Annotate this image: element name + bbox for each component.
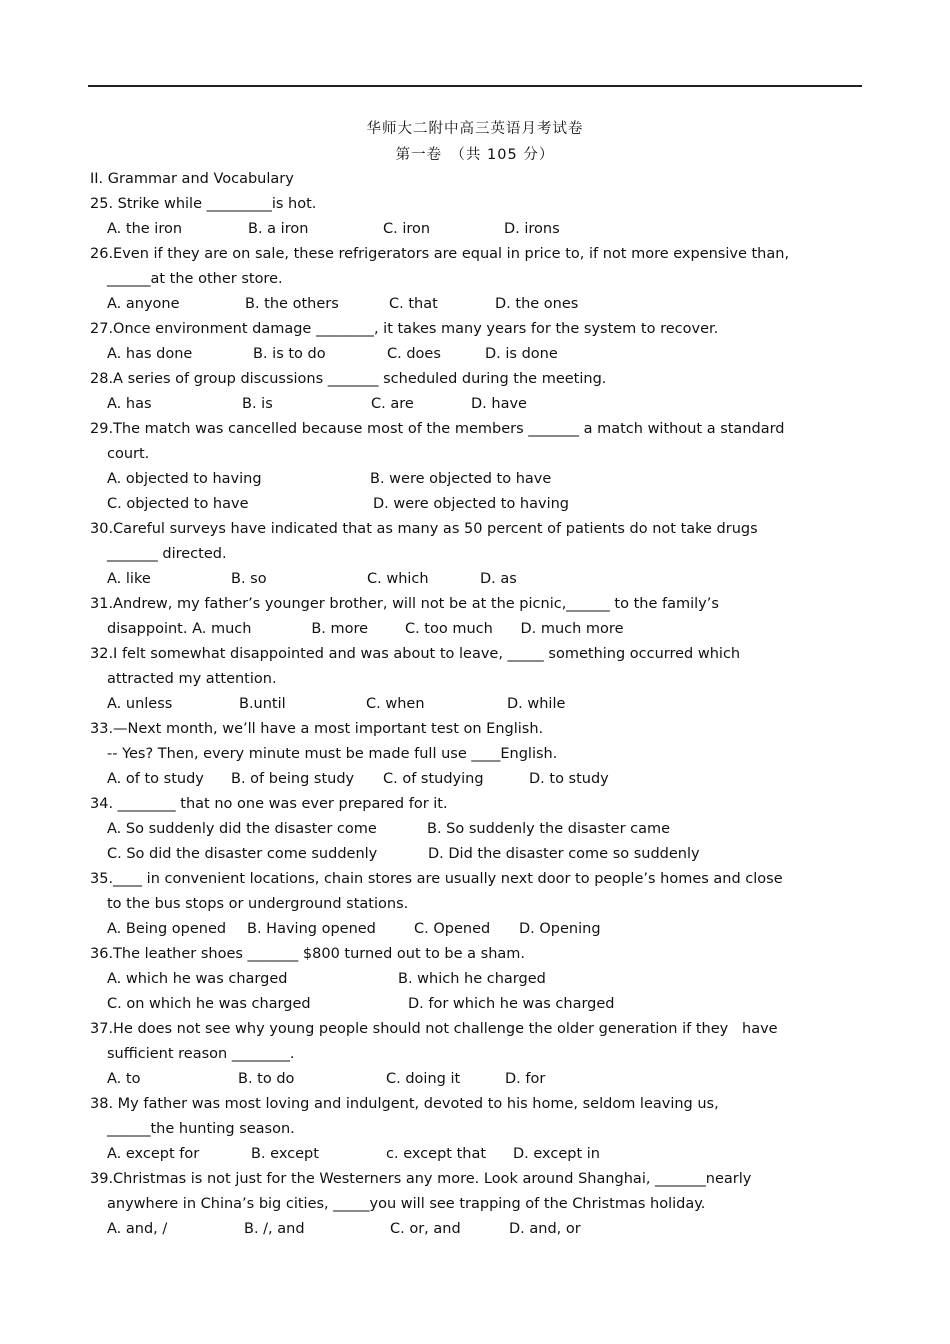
question-stem: 35.____ in convenient locations, chain stores are usually next door to people’s homes and close	[90, 871, 783, 887]
top-rule	[88, 85, 862, 87]
answer-option[interactable]: D. for which he was charged	[408, 996, 615, 1012]
answer-option[interactable]: D. Opening	[519, 921, 601, 937]
answer-option[interactable]: B. of being study	[231, 771, 355, 787]
answer-option[interactable]: A. unless	[107, 696, 173, 712]
question-stem-continued: attracted my attention.	[107, 671, 277, 687]
question-item	[90, 717, 830, 792]
answer-option[interactable]: C. that	[389, 296, 438, 312]
answer-option[interactable]: D. the ones	[495, 296, 579, 312]
question-item	[90, 192, 830, 242]
answer-option[interactable]: C. So did the disaster come suddenly	[107, 846, 378, 862]
question-item	[90, 1092, 830, 1167]
answer-option[interactable]: B. were objected to have	[370, 471, 552, 487]
question-item	[90, 1017, 830, 1092]
question-stem-continued: sufficient reason ________.	[107, 1046, 295, 1062]
answer-option[interactable]: A. and, /	[107, 1221, 168, 1237]
answer-option[interactable]: B. So suddenly the disaster came	[427, 821, 671, 837]
answer-option[interactable]: c. except that	[386, 1146, 487, 1162]
options-row	[90, 567, 830, 592]
answer-option[interactable]: D. Did the disaster come so suddenly	[428, 846, 700, 862]
question-stem: 36.The leather shoes _______ $800 turned out to be a sham.	[90, 946, 526, 962]
question-item	[90, 1167, 830, 1242]
answer-option[interactable]: D. is done	[485, 346, 558, 362]
question-item	[90, 642, 830, 717]
answer-option[interactable]: B. so	[231, 571, 267, 587]
question-list	[90, 167, 830, 1242]
answer-option[interactable]: C. Opened	[414, 921, 491, 937]
answer-option[interactable]: A. has	[107, 396, 152, 412]
answer-option[interactable]: D. for	[505, 1071, 546, 1087]
answer-option[interactable]: D. and, or	[509, 1221, 581, 1237]
question-stem-continued: disappoint. A. much B. more C. too much D. much more	[107, 621, 624, 637]
options-row	[90, 992, 830, 1017]
question-item	[90, 367, 830, 417]
options-row	[90, 692, 830, 717]
question-stem-continued: _______ directed.	[107, 546, 227, 562]
answer-option[interactable]: B. which he charged	[398, 971, 546, 987]
answer-option[interactable]: C. which	[367, 571, 429, 587]
answer-option[interactable]: A. anyone	[107, 296, 180, 312]
options-row	[90, 842, 830, 867]
question-stem: 26.Even if they are on sale, these refrigerators are equal in price to, if not more expensive than,	[90, 246, 790, 262]
question-stem-continued: ______the hunting season.	[107, 1121, 295, 1137]
answer-option[interactable]: B. to do	[238, 1071, 295, 1087]
answer-option[interactable]: D. except in	[513, 1146, 600, 1162]
answer-option[interactable]: D. as	[480, 571, 517, 587]
options-row	[90, 392, 830, 417]
answer-option[interactable]: A. which he was charged	[107, 971, 288, 987]
answer-option[interactable]: B. is	[242, 396, 273, 412]
answer-option[interactable]: B. a iron	[248, 221, 309, 237]
exam-title: 华师大二附中高三英语月考试卷	[366, 121, 584, 137]
answer-option[interactable]: C. iron	[383, 221, 431, 237]
question-item	[90, 517, 830, 592]
question-stem: 32.I felt somewhat disappointed and was about to leave, _____ something occurred which	[90, 646, 741, 662]
question-stem: 31.Andrew, my father’s younger brother, will not be at the picnic,______ to the family’s	[90, 596, 719, 612]
answer-option[interactable]: C. doing it	[386, 1071, 461, 1087]
answer-option[interactable]: B.until	[239, 696, 286, 712]
options-row	[90, 917, 830, 942]
question-item	[90, 592, 830, 642]
answer-option[interactable]: B. the others	[245, 296, 339, 312]
question-stem: 29.The match was cancelled because most of the members _______ a match without a standard	[90, 421, 785, 437]
question-stem: 30.Careful surveys have indicated that as many as 50 percent of patients do not take drugs	[90, 521, 758, 537]
question-stem: 39.Christmas is not just for the Westerners any more. Look around Shanghai, _______nearly	[90, 1171, 752, 1187]
answer-option[interactable]: A. So suddenly did the disaster come	[107, 821, 377, 837]
answer-option[interactable]: C. are	[371, 396, 414, 412]
question-item	[90, 317, 830, 367]
options-row	[90, 1217, 830, 1242]
options-row	[90, 342, 830, 367]
answer-option[interactable]: C. on which he was charged	[107, 996, 311, 1012]
answer-option[interactable]: C. does	[387, 346, 441, 362]
options-row	[90, 217, 830, 242]
answer-option[interactable]: D. while	[507, 696, 566, 712]
answer-option[interactable]: C. or, and	[390, 1221, 461, 1237]
options-row	[90, 467, 830, 492]
options-row	[90, 1142, 830, 1167]
answer-option[interactable]: D. have	[471, 396, 527, 412]
options-row	[90, 292, 830, 317]
answer-option[interactable]: A. has done	[107, 346, 193, 362]
exam-subtitle: 第一卷 （共 105 分）	[395, 147, 555, 163]
question-stem: 33.—Next month, we’ll have a most important test on English.	[90, 721, 544, 737]
options-row	[90, 767, 830, 792]
question-item	[90, 792, 830, 867]
section-heading: II. Grammar and Vocabulary	[90, 171, 294, 187]
answer-option[interactable]: B. /, and	[244, 1221, 305, 1237]
question-stem-continued: court.	[107, 446, 150, 462]
options-row	[90, 1067, 830, 1092]
answer-option[interactable]: A. like	[107, 571, 151, 587]
question-stem: 38. My father was most loving and indulgent, devoted to his home, seldom leaving us,	[90, 1096, 719, 1112]
question-item	[90, 942, 830, 1017]
answer-option[interactable]: A. the iron	[107, 221, 183, 237]
answer-option[interactable]: A. Being opened	[107, 921, 227, 937]
answer-option[interactable]: B. except	[251, 1146, 319, 1162]
question-stem-continued: anywhere in China’s big cities, _____you will see trapping of the Christmas holiday.	[107, 1196, 706, 1212]
question-item	[90, 867, 830, 942]
answer-option[interactable]: D. irons	[504, 221, 560, 237]
answer-option[interactable]: C. of studying	[383, 771, 484, 787]
question-stem: 27.Once environment damage ________, it takes many years for the system to recover.	[90, 321, 719, 337]
options-row	[90, 967, 830, 992]
answer-option[interactable]: C. when	[366, 696, 425, 712]
question-stem: 28.A series of group discussions _______ scheduled during the meeting.	[90, 371, 607, 387]
answer-option[interactable]: A. of to study	[107, 771, 204, 787]
question-stem-continued: -- Yes? Then, every minute must be made full use ____English.	[107, 746, 558, 762]
options-row	[90, 817, 830, 842]
question-item	[90, 417, 830, 517]
question-stem: 25. Strike while _________is hot.	[90, 196, 317, 212]
answer-option[interactable]: A. except for	[107, 1146, 200, 1162]
answer-option[interactable]: D. to study	[529, 771, 609, 787]
options-row	[90, 492, 830, 517]
answer-option[interactable]: D. were objected to having	[373, 496, 569, 512]
answer-option[interactable]: C. objected to have	[107, 496, 249, 512]
answer-option[interactable]: A. to	[107, 1071, 141, 1087]
answer-option[interactable]: B. Having opened	[247, 921, 376, 937]
answer-option[interactable]: B. is to do	[253, 346, 326, 362]
question-stem: 34. ________ that no one was ever prepared for it.	[90, 796, 448, 812]
question-stem: 37.He does not see why young people should not challenge the older generation if they have	[90, 1021, 778, 1037]
question-stem-continued: to the bus stops or underground stations.	[107, 896, 409, 912]
question-item	[90, 242, 830, 317]
answer-option[interactable]: A. objected to having	[107, 471, 262, 487]
question-stem-continued: ______at the other store.	[107, 271, 283, 287]
